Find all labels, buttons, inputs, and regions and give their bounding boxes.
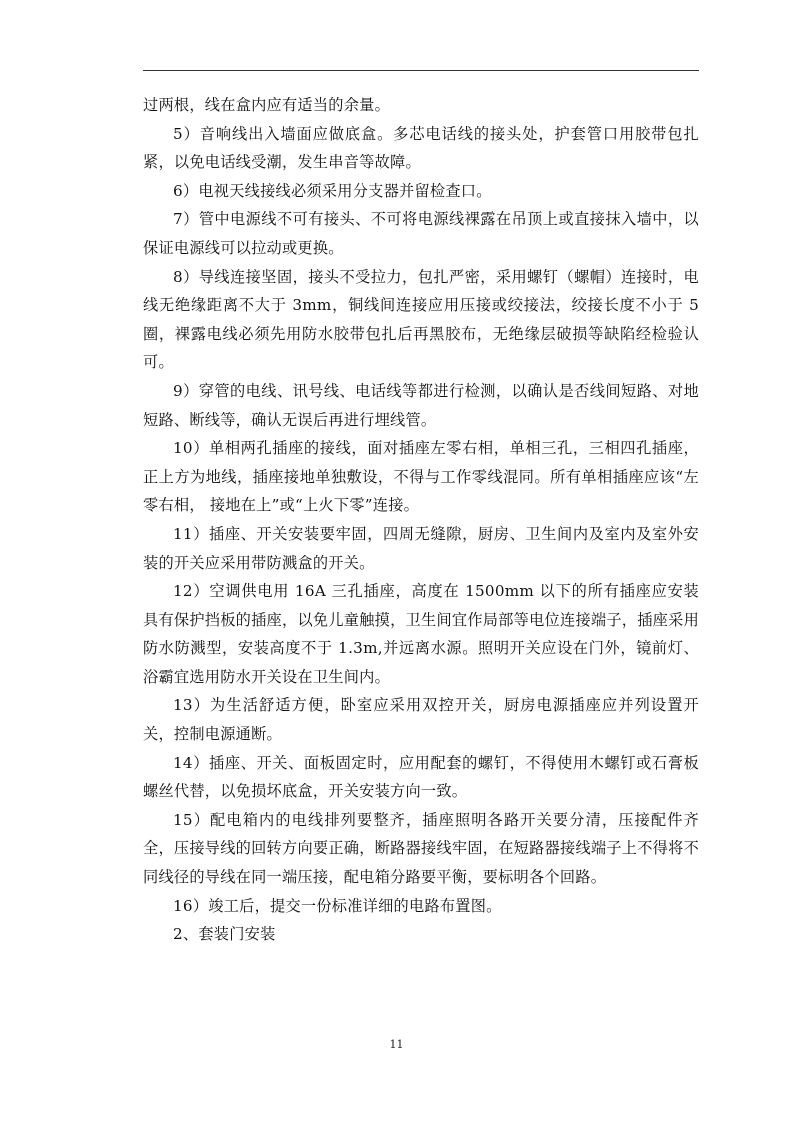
paragraph: 6）电视天线接线必须采用分支器并留检查口。 <box>173 181 492 200</box>
paragraph: 过两根，线在盒内应有适当的余量。 <box>143 96 390 114</box>
paragraph: 2、套装门安装 <box>173 925 276 944</box>
page-number: 11 <box>389 1038 404 1051</box>
paragraph: 5）音响线出入墙面应做底盒。多芯电话线的接头处，护套管口用胶带包扎紧，以免电话线受潮，发生串音等故障。 <box>143 124 699 172</box>
document-body <box>143 91 699 949</box>
paragraph: 16）竣工后，提交一份标准详细的电路布置图。 <box>173 896 502 915</box>
paragraph: 10）单相两孔插座的接线，面对插座左零右相，单相三孔，三相四孔插座，正上方为地线，插座接地单独敷设，不得与工作零线混同。所有单相插座应该“左零右相， 接地在上”或“上火下零”连接。 <box>143 439 699 515</box>
paragraph: 9）穿管的电线、讯号线、电话线等都进行检测，以确认是否线间短路、对地短路、断线等，确认无误后再进行埋线管。 <box>143 381 699 429</box>
paragraph: 7）管中电源线不可有接头、不可将电源线裸露在吊顶上或直接抹入墙中，以保证电源线可以拉动或更换。 <box>143 210 699 257</box>
paragraph: 13）为生活舒适方便，卧室应采用双控开关，厨房电源插座应并列设置开关，控制电源通断。 <box>143 696 699 744</box>
paragraph: 11）插座、开关安装要牢固，四周无缝隙，厨房、卫生间内及室内及室外安装的开关应采用带防溅盒的开关。 <box>143 524 699 572</box>
paragraph: 12）空调供电用 16A 三孔插座，高度在 1500mm 以下的所有插座应安装具有保护挡板的插座，以免儿童触摸，卫生间宜作局部等电位连接端子，插座采用防水防溅型，安装高度不于 1.3m,并远离水源。照明开关应设在门外，镜前灯、浴霸宜选用防水开关设在卫生间内。 <box>143 582 699 686</box>
paragraph: 14）插座、开关、面板固定时，应用配套的螺钉，不得使用木螺钉或石膏板螺丝代替，以免损坏底盒，开关安装方向一致。 <box>143 753 699 801</box>
header-rule <box>143 70 699 71</box>
paragraph: 8）导线连接坚固，接头不受拉力，包扎严密，采用螺钉（螺帽）连接时，电线无绝缘距离不大于 3mm，铜线间连接应用压接或绞接法，绞接长度不小于 5 圈，裸露电线必须先用防水胶带包扎后再黑胶布，无绝缘层破损等缺陷经检验认可。 <box>143 267 699 372</box>
paragraph: 15）配电箱内的电线排列要整齐，插座照明各路开关要分清，压接配件齐全，压接导线的回转方向要正确，断路器接线牢固，在短路器接线端子上不得将不同线径的导线在同一端压接，配电箱分路要平衡，要标明各个回路。 <box>143 810 699 887</box>
